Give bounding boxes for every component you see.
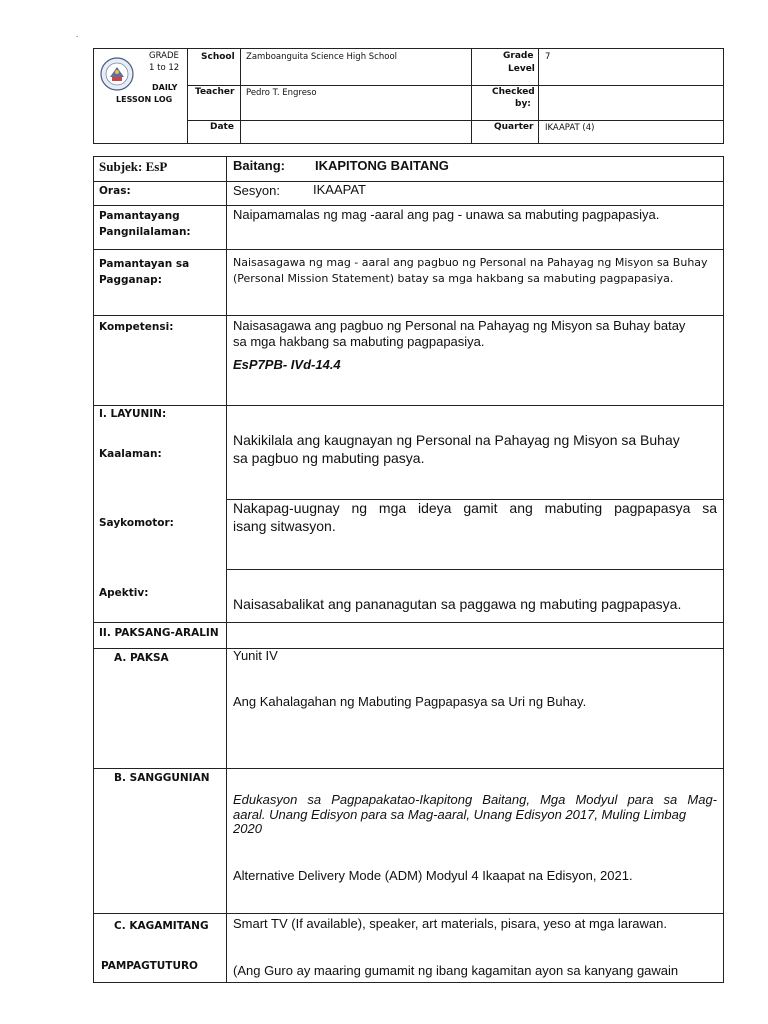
sesyon-value: IKAAPAT [313,182,366,197]
date-label: Date [210,122,234,132]
layunin-label: I. LAYUNIN: [99,408,167,420]
kompetensi-value-2: sa mga hakbang sa mabuting pagpapasiya. [233,334,485,349]
pagganap-value-2: (Personal Mission Statement) batay sa mga hakbang sa mabuting pagpapasiya. [233,272,674,285]
oras-label: Oras: [99,185,131,197]
grade-level-label-2: Level [508,64,535,74]
paksang-aralin-label: II. PAKSANG-ARALIN [99,627,219,639]
baitang-value: IKAPITONG BAITANG [315,158,449,173]
kaalaman-value-1: Nakikilala ang kaugnayan ng Personal na Pahayag ng Misyon sa Buhay [233,432,680,448]
paksa-label: A. PAKSA [114,652,169,664]
saykomotor-label: Saykomotor: [99,517,174,529]
school-label: School [201,52,235,62]
sanggunian-value-2: aaral. Unang Edisyon para sa Mag-aaral, Unang Edisyon 2017, Muling Limbag [233,807,687,822]
quarter-value: IKAAPAT (4) [545,123,595,133]
kagamitang-value-2: (Ang Guro ay maaring gumamit ng ibang kagamitan ayon sa kanyang gawain [233,963,679,978]
quarter-label: Quarter [494,122,534,132]
sanggunian-value-4: Alternative Delivery Mode (ADM) Modyul 4 Ikaapat na Edisyon, 2021. [233,868,633,883]
grade-level-label-1: Grade [503,51,534,61]
teacher-label: Teacher [195,87,235,97]
apektiv-value: Naisasabalikat ang pananagutan sa paggawa ng mabuting pagpapasya. [233,596,682,612]
lesson-table [93,156,724,983]
kagamitang-label-2: PAMPAGTUTURO [101,960,198,972]
header-table [93,48,724,144]
kaalaman-value-2: sa pagbuo ng mabuting pasya. [233,450,425,466]
paksa-value-2: Ang Kahalagahan ng Mabuting Pagpapasya sa Uri ng Buhay. [233,694,587,709]
kompetensi-value-1: Naisasagawa ang pagbuo ng Personal na Pahayag ng Misyon sa Buhay batay [233,318,686,333]
pagganap-label-1: Pamantayan sa [99,258,190,270]
lesson-log-label: LESSON LOG [116,95,173,104]
pamantayang-label-1: Pamantayang [99,210,180,222]
teacher-value: Pedro T. Engreso [246,88,317,98]
kompetensi-label: Kompetensi: [99,321,174,333]
saykomotor-value-2: isang sitwasyon. [233,518,336,534]
baitang-label: Baitang: [233,158,285,173]
daily-label: DAILY [152,83,178,92]
sanggunian-value-3: 2020 [233,821,262,836]
saykomotor-value-1: Nakapag-uugnay ng mga ideya gamit ang mabuting pagpapasya sa [233,500,717,516]
paksa-value-1: Yunit IV [233,648,278,663]
kagamitang-label-1: C. KAGAMITANG [114,920,209,932]
apektiv-label: Apektiv: [99,587,149,599]
pagganap-label-2: Pagganap: [99,274,162,286]
pamantayang-value: Naipamamalas ng mag -aaral ang pag - unawa sa mabuting pagpapasiya. [233,207,660,222]
grade-label: GRADE [149,51,179,61]
pamantayang-label-2: Pangnilalaman: [99,226,191,238]
sanggunian-label: B. SANGGUNIAN [114,772,210,784]
grade-level-value: 7 [545,52,551,62]
sanggunian-value-1: Edukasyon sa Pagpapakatao-Ikapitong Baitang, Mga Modyul para sa Mag- [233,792,717,807]
sesyon-label: Sesyon: [233,183,280,198]
subject-label: Subjek: EsP [99,159,168,174]
checked-label-1: Checked [492,87,535,97]
checked-label-2: by: [515,99,531,109]
grade-range: 1 to 12 [149,63,180,73]
kaalaman-label: Kaalaman: [99,448,162,460]
school-value: Zamboanguita Science High School [246,52,397,62]
pagganap-value-1: Naisasagawa ng mag - aaral ang pagbuo ng Personal na Pahayag ng Misyon sa Buhay [233,256,708,269]
kagamitang-value-1: Smart TV (If available), speaker, art materials, pisara, yeso at mga larawan. [233,916,667,931]
deped-seal-icon [100,57,134,91]
kompetensi-code: EsP7PB- IVd-14.4 [233,357,341,372]
page-mark: . [76,30,79,39]
